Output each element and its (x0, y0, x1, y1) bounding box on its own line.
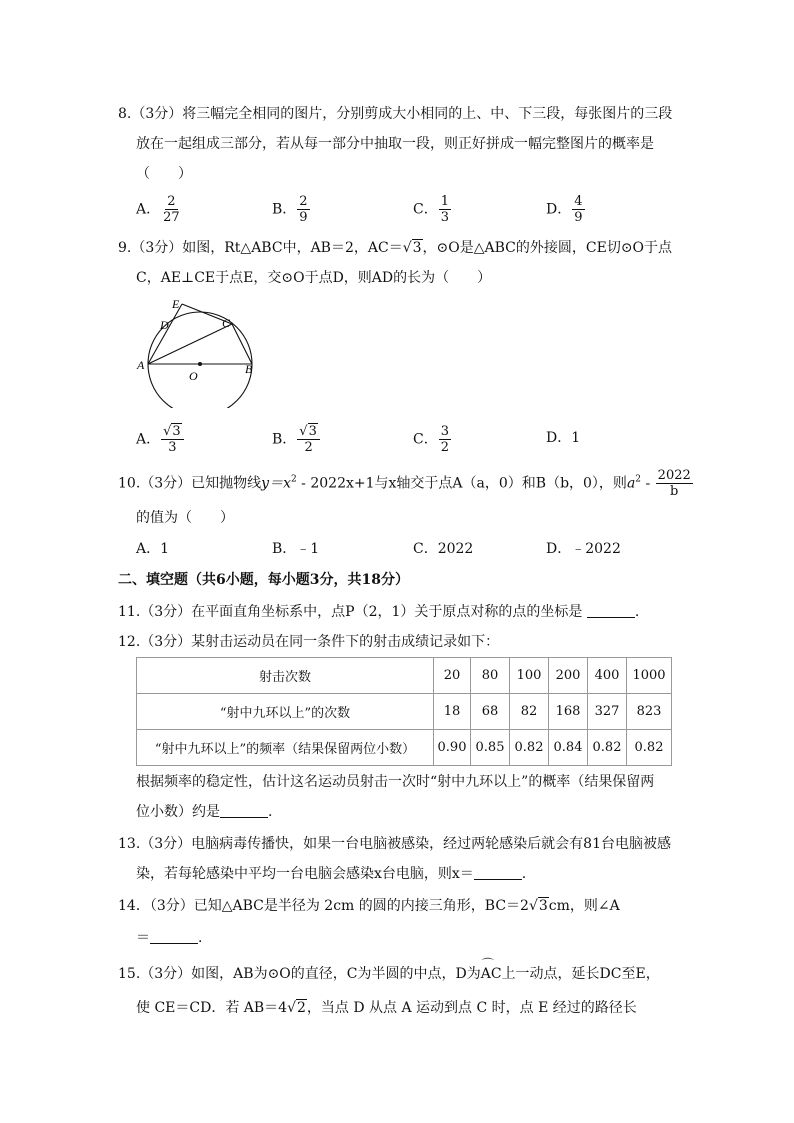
q12-after-line2: 位小数）约是 . (136, 804, 273, 820)
q9-option-b: B． $\frac{√3}{2}$ (272, 424, 321, 455)
q9-line2: C，AE⊥CE于点E，交⊙O于点D，则AD的长为（ ） (136, 270, 492, 286)
q8-option-d: D． $\frac{4}{9}$ (546, 194, 583, 225)
q9-circle-figure (134, 292, 264, 408)
arc-ac: ⌒ AC (481, 964, 502, 984)
q9-option-a: A． $\frac{√3}{3}$ (136, 424, 185, 455)
q9-option-d: D．1 (546, 430, 581, 446)
segment-cb (232, 324, 252, 364)
label-e: E (172, 297, 180, 311)
q8-option-b: B． $\frac{2}{9}$ (272, 194, 308, 225)
q12-record-table (136, 657, 672, 766)
q10-option-d: D．﹣2022 (546, 541, 621, 557)
label-c: C (222, 316, 231, 330)
q11-line: 11.（3分）在平面直角坐标系中，点P（2，1）关于原点对称的点的坐标是 . (118, 604, 640, 620)
q13-line1: 13.（3分）电脑病毒传播快，如果一台电脑被感染，经过两轮感染后就会有81台电脑被感 (118, 836, 671, 852)
q13-answer-blank (474, 865, 522, 880)
q8-line2: 放在一起组成三部分，若从每一部分中抽取一段，则正好拼成一幅完整图片的概率是 (136, 136, 654, 152)
q14-line1: 14．（3分）已知△ABC是半径为 2cm 的圆的内接三角形，BC＝2√3cm，则∠A (118, 898, 620, 914)
q14-line2: ＝ . (136, 930, 203, 946)
q15-line2: 使 CE＝CD．若 AB＝4√2，当点 D 从点 A 运动到点 C 时，点 E 经过的路径长 (136, 1000, 637, 1016)
q8-option-c: C． $\frac{1}{3}$ (413, 194, 449, 225)
section-fill-in-heading: 二、填空题（共6小题，每小题3分，共18分） (118, 572, 409, 588)
q10-option-c: C．2022 (413, 541, 474, 557)
q9-line1: 9.（3分）如图，Rt△ABC中，AB＝2，AC＝√3，⊙O是△ABC的外接圆，CE切⊙O于点 (118, 240, 673, 256)
table-row: “射中九环以上”的次数 18 68 82 168 327 823 (137, 694, 672, 730)
q10-option-b: B．﹣1 (272, 541, 320, 557)
q15-line1: 15.（3分）如图，AB为⊙O的直径，C为半圆的中点，D为⌒ AC上一动点，延长DC至E， (118, 964, 660, 984)
label-o: O (189, 369, 198, 383)
segment-ae (148, 304, 182, 364)
q10-line2: 的值为（ ） (136, 510, 234, 526)
label-a: A (137, 358, 145, 372)
q13-line2: 染，若每轮感染中平均一台电脑会感染x台电脑，则x＝ . (136, 866, 527, 882)
q8-option-a: A． $\frac{2}{27}$ (136, 194, 180, 225)
q10-line1: 10.（3分）已知抛物线$y=x^2 - 2022x+1$与x轴交于点A（a，0）和B（b，0），则$a^2$ - $\frac{2022}{b}$ (118, 468, 691, 499)
q12-after-line1: 根据频率的稳定性，估计这名运动员射击一次时“射中九环以上”的概率（结果保留两 (136, 774, 655, 790)
q8-line3: （ ） (136, 166, 192, 182)
table-row: 射击次数 20 80 100 200 400 1000 (137, 658, 672, 694)
q9-option-c: C． $\frac{3}{2}$ (413, 424, 449, 455)
center-dot (198, 362, 202, 366)
q14-answer-blank (150, 929, 198, 944)
table-row: “射中九环以上”的频率（结果保留两位小数） 0.90 0.85 0.82 0.84 0.82 0.82 (137, 730, 672, 766)
label-b: B (245, 362, 253, 376)
q12-intro: 12.（3分）某射击运动员在同一条件下的射击成绩记录如下： (118, 634, 500, 650)
q8-line1: 8.（3分）将三幅完全相同的图片，分别剪成大小相同的上、中、下三段，每张图片的三段 (118, 106, 673, 122)
q10-option-a: A．1 (136, 541, 170, 557)
q11-answer-blank (587, 603, 635, 618)
label-d: D (160, 318, 169, 332)
q12-answer-blank (220, 803, 268, 818)
